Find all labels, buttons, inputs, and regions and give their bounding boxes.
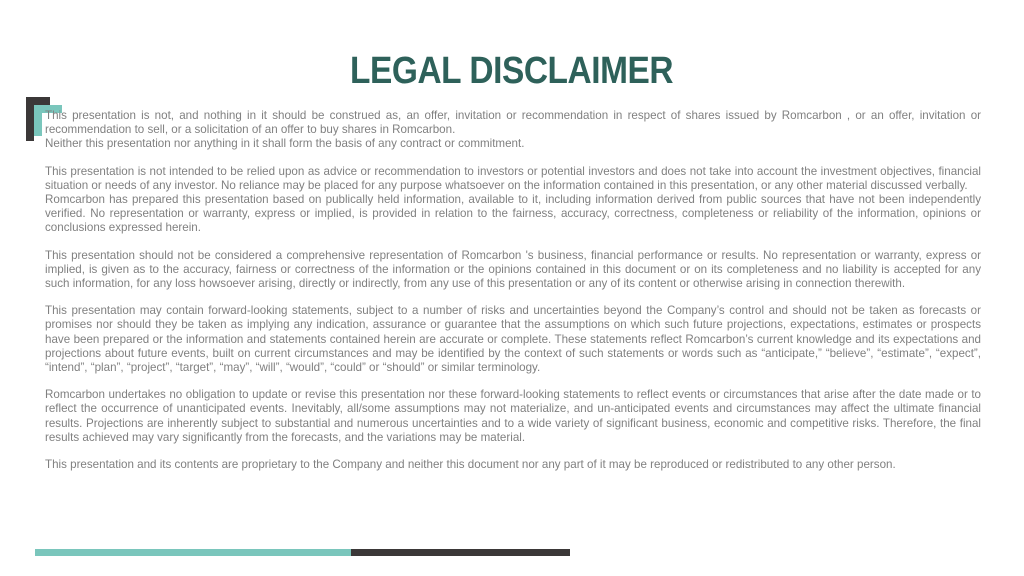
paragraph-text: This presentation is not intended to be relied upon as advice or recommendation to investors or potential investors and does not take into account the investment objectives, financial situation or needs of any investor. No reliance may be placed for any purpose whatsoever on the information contained in this presentation, or any other material discussed verbally. [45,164,981,192]
paragraph-text: This presentation is not, and nothing in it should be construed as, an offer, invitation or recommendation in respect of shares issued by Romcarbon , or an offer, invitation or recommendation to sell, or a solicitation of an offer to buy shares in Romcarbon. [45,109,981,137]
paragraph-text: This presentation and its contents are proprietary to the Company and neither this document nor any part of it may be reproduced or redistributed to any other person. [45,458,896,472]
disclaimer-paragraph-6 [45,458,981,472]
paragraph-text: Romcarbon has prepared this presentation based on publically held information, available to it, including information derived from public sources that have not been independently verified. No representation or warranty, express or implied, is provided in relation to the fairness, accuracy, correctness, completeness or reliability of the information, opinions or conclusions expressed herein. [45,193,981,235]
footer-accent-bar-dark [351,549,570,556]
title-container [0,50,1024,93]
page-title: LEGAL DISCLAIMER [350,50,674,92]
footer-accent-bar-teal [35,549,351,556]
disclaimer-paragraph-5 [45,388,981,445]
disclaimer-body [45,109,981,472]
disclaimer-paragraph-3 [45,249,981,292]
paragraph-text: This presentation may contain forward-looking statements, subject to a number of risks and uncertainties beyond the Company’s control and should not be taken as forecasts or promises nor should they be taken as implying any indication, assurance or guarantee that the assumptions on which such future projections, expectations, estimates or prospects have been prepared or the information and statements contained herein are accurate or complete. These statements reflect Romcarbon’s current knowledge and its expectations and projections about future events, built on current circumstances and may be identified by the context of such statements or words such as “anticipate,” “believe”, “estimate”, “expect”, “intend”, “plan”, “project”, “target”, “may”, “will”, “would”, “could” or “should” or similar terminology. [45,304,981,375]
disclaimer-paragraph-1 [45,109,981,152]
paragraph-text: This presentation should not be considered a comprehensive representation of Romcarbon 's business, financial performance or results. No representation or warranty, express or implied, is given as to the accuracy, fairness or correctness of the information or the opinions contained in this document or on its completeness and no liability is accepted for any such information, for any loss howsoever arising, directly or indirectly, from any use of this presentation or any of its content or otherwise arising in connection therewith. [45,248,981,291]
paragraph-text: Romcarbon undertakes no obligation to update or revise this presentation nor these forward-looking statements to reflect events or circumstances that arise after the date made or to reflect the occurrence of unanticipated events. Inevitably, all/some assumptions may not materialize, and un-anticipated events and circumstances may affect the ultimate financial results. Projections are inherently subject to substantial and numerous uncertainties and to a wide variety of significant business, economic and competitive risks. Therefore, the final results achieved may vary significantly from the forecasts, and the variations may be material. [45,388,981,444]
disclaimer-paragraph-2 [45,165,981,236]
paragraph-text: Neither this presentation nor anything in it shall form the basis of any contract or commitment. [45,137,525,151]
disclaimer-paragraph-4 [45,304,981,375]
